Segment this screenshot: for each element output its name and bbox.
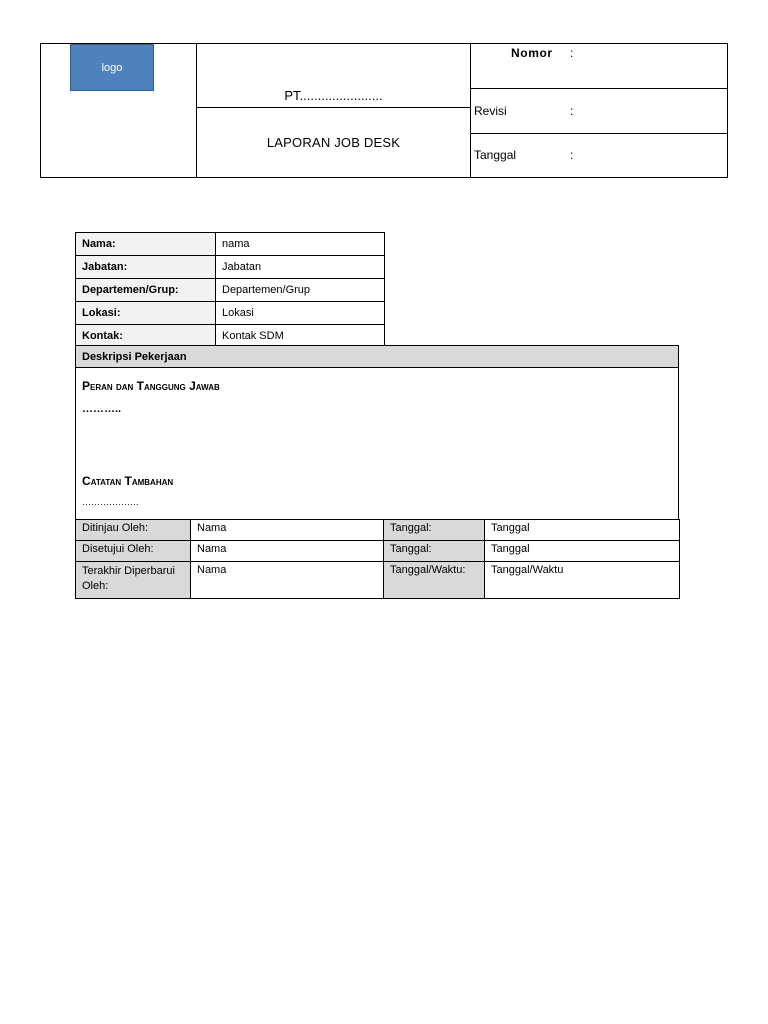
info-value: nama [216,233,385,256]
revisi-colon: : [570,104,574,118]
job-description-section [75,345,679,520]
logo-cell [41,44,197,177]
review-name: Nama [191,541,384,562]
tanggal-row [471,134,727,178]
table-row [76,233,385,256]
review-date: Tanggal [485,541,680,562]
info-label: Lokasi: [76,302,216,325]
tanggal-colon: : [570,148,574,162]
notes-text: ………………. [82,497,139,507]
review-date: Tanggal [485,520,680,541]
nomor-label: Nomor [511,46,553,60]
report-title: LAPORAN JOB DESK [266,135,401,150]
tanggal-label: Tanggal [474,148,517,162]
info-label: Nama: [76,233,216,256]
info-value: Departemen/Grup [216,279,385,302]
company-name: PT....................... [197,44,470,108]
nomor-row [471,44,727,89]
review-date-label: Tanggal/Waktu: [384,562,485,599]
table-row [76,279,385,302]
info-value: Lokasi [216,302,385,325]
review-label: Ditinjau Oleh: [76,520,191,541]
review-name: Nama [191,520,384,541]
table-row [76,520,680,541]
info-value: Kontak SDM [216,325,385,348]
info-label: Departemen/Grup: [76,279,216,302]
revisi-row [471,89,727,134]
table-row [76,302,385,325]
employee-info-table [75,232,385,348]
review-table [75,519,680,599]
review-date-label: Tanggal: [384,520,485,541]
logo-placeholder: logo [70,44,154,91]
meta-cell [471,44,727,177]
roles-title: Peran dan Tanggung Jawab [82,379,220,393]
table-row [76,562,680,599]
table-row [76,256,385,279]
description-heading: Deskripsi Pekerjaan [76,346,678,368]
review-label-text: Terakhir Diperbarui Oleh: [82,565,175,592]
review-name: Nama [191,562,384,599]
info-label: Kontak: [76,325,216,348]
review-label [76,562,191,599]
nomor-colon: : [570,46,574,60]
review-label: Disetujui Oleh: [76,541,191,562]
info-label: Jabatan: [76,256,216,279]
info-value: Jabatan [216,256,385,279]
title-cell [197,44,471,177]
table-row [76,541,680,562]
revisi-label: Revisi [474,104,507,118]
review-date: Tanggal/Waktu [485,562,680,599]
notes-title: Catatan Tambahan [82,474,174,488]
roles-text: ……….. [82,403,122,415]
review-date-label: Tanggal: [384,541,485,562]
document-header [40,43,728,178]
